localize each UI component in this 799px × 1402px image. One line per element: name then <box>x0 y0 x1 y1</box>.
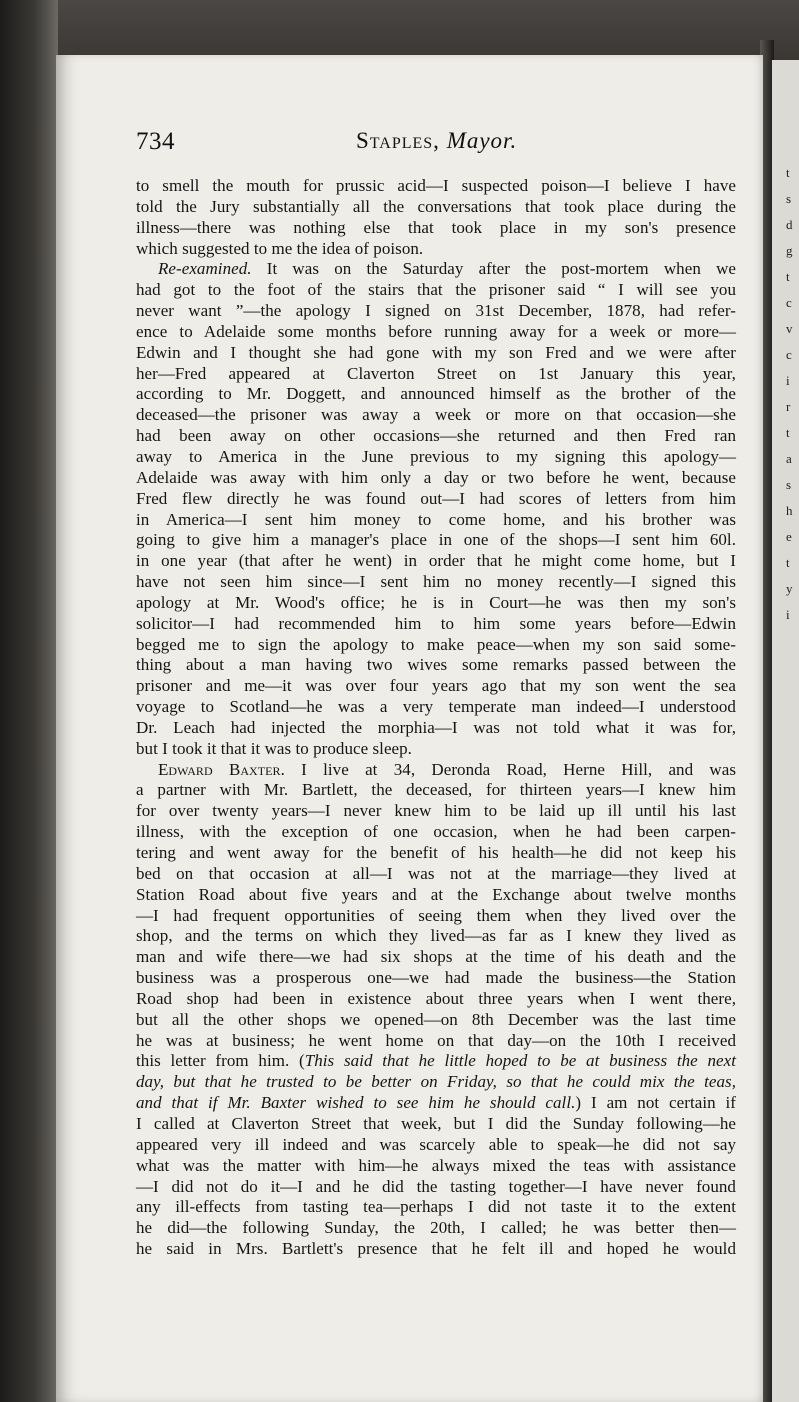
text-line: ence to Adelaide some months before running away for a week or more— <box>136 321 736 341</box>
opposite-page-fragment: t <box>786 425 790 440</box>
text-line: but I took it that it was to produce sleep. <box>136 738 412 758</box>
page-number: 734 <box>136 128 175 155</box>
text-line: to smell the mouth for prussic acid—I suspected poison—I believe I have <box>136 176 736 195</box>
opposite-page-fragment: c <box>786 295 792 310</box>
text-line: voyage to Scotland—he was a very temperate man indeed—I understood <box>136 697 736 717</box>
running-title-role: Mayor. <box>446 128 518 153</box>
text-line: which suggested to me the idea of poison. <box>136 238 424 258</box>
opposite-page-fragment: v <box>786 321 793 336</box>
opposite-page <box>772 60 799 1402</box>
text-line: —I did not do it—I and he did the tasting together—I have never found <box>136 1176 736 1196</box>
opposite-page-fragment: i <box>786 607 790 622</box>
text-line: according to Mr. Doggett, and announced himself as the brother of the <box>136 384 736 404</box>
paragraph-lead: Re-examined. <box>158 259 252 279</box>
scan-top-band <box>0 0 799 60</box>
text-line: but all the other shops we opened—on 8th December was the last time <box>136 1009 736 1029</box>
opposite-page-fragment: d <box>786 217 793 232</box>
opposite-page-fragment: s <box>786 477 792 492</box>
letter-quote: This said that he little hoped to be at business the next <box>304 1051 736 1071</box>
text-line: away to America in the June previous to my signing this apology— <box>136 446 736 466</box>
text-line: he did—the following Sunday, the 20th, I called; he was better then— <box>136 1218 736 1238</box>
opposite-page-fragment: a <box>786 451 792 466</box>
text-line: Edwin and I thought she had gone with my son Fred and we were after <box>136 342 736 362</box>
text-line: man and wife there—we had six shops at the time of his death and the <box>136 947 736 967</box>
text-line: he was at business; he went home on that day—on the 10th I received <box>136 1030 736 1050</box>
letter-quote: day, but that he trusted to be better on Friday, so that he could mix the teas, <box>136 1072 736 1092</box>
book-edge-left <box>0 0 58 1402</box>
letter-quote: and that if Mr. Baxter wished to see him he should call. <box>136 1093 576 1113</box>
text-line: —I had frequent opportunities of seeing them when they lived over the <box>136 905 736 925</box>
opposite-page-fragment: i <box>786 373 790 388</box>
text-line: tering and went away for the benefit of his health—he did not keep his <box>136 843 736 862</box>
text-line: in one year (that after he went) in order that he might come home, but I <box>136 551 736 571</box>
opposite-page-fragment: y <box>786 581 793 596</box>
text-line: told the Jury substantially all the conversations that took place during the <box>136 196 736 216</box>
text-line: Road shop had been in existence about three years when I went there, <box>136 988 736 1008</box>
opposite-page-fragment: r <box>786 399 791 414</box>
text-line: and that if Mr. Baxter wished to see him he should call.) I am not certain if <box>136 1093 736 1113</box>
running-title <box>356 128 517 154</box>
page-header <box>136 128 736 160</box>
text-line: Fred flew directly he was found out—I had scores of letters from him <box>136 488 736 508</box>
text-line: solicitor—I had recommended him to him some years before—Edwin <box>136 613 736 633</box>
text-line: Station Road about five years and at the Exchange about twelve months <box>136 884 736 904</box>
opposite-page-fragment: e <box>786 529 792 544</box>
text-line: had got to the foot of the stairs that the prisoner said “ I will see you <box>136 280 736 300</box>
text-line: begged me to sign the apology to make peace—when my son said some- <box>136 634 736 654</box>
text-line: for over twenty years—I never knew him to be laid up ill until his last <box>136 801 736 821</box>
text-line: never want ”—the apology I signed on 31st December, 1878, had refer- <box>136 301 736 321</box>
text-line: I called at Claverton Street that week, but I did the Sunday following—he <box>136 1113 736 1133</box>
opposite-page-fragment: t <box>786 269 790 284</box>
text-line: illness—there was nothing else that took place in my son's presence <box>136 217 736 237</box>
text-line: Dr. Leach had injected the morphia—I was not told what it was for, <box>136 717 736 737</box>
witness-name: Edward Baxter. <box>158 759 285 779</box>
opposite-page-fragment: s <box>786 191 792 206</box>
text-line: what was the matter with him—he always mixed the teas with assistance <box>136 1155 736 1175</box>
text-line: this letter from him. (This said that he little hoped to be at business the next <box>136 1051 736 1071</box>
text-line: Adelaide was away with him only a day or two before he went, because <box>136 467 736 487</box>
text-line: Re-examined. It was on the Saturday after the post-mortem when we <box>158 259 736 279</box>
opposite-page-fragment: h <box>786 503 793 518</box>
text-line: business was a prosperous one—we had made the business—the Station <box>136 968 736 988</box>
opposite-page-fragment: t <box>786 165 790 180</box>
text-line: in America—I sent him money to come home, and his brother was <box>136 509 736 529</box>
text-line: apology at Mr. Wood's office; he is in Court—he was then my son's <box>136 592 736 612</box>
text-line: bed on that occasion at all—I was not at the marriage—they lived at <box>136 863 736 883</box>
text-line: prisoner and me—it was over four years ago that my son went the sea <box>136 676 736 696</box>
running-title-name: Staples, <box>356 128 440 153</box>
body-text <box>136 176 736 1260</box>
text-line: deceased—the prisoner was away a week or more on that occasion—she <box>136 405 736 425</box>
text-line: going to give him a manager's place in one of the shops—I sent him 60l. <box>136 530 736 550</box>
text-line: he said in Mrs. Bartlett's presence that he felt ill and hoped he would <box>136 1239 736 1259</box>
text-line: Edward Baxter. I live at 34, Deronda Road, Herne Hill, and was <box>158 759 736 779</box>
text-line: thing about a man having two wives some remarks passed between the <box>136 655 736 675</box>
text-line: her—Fred appeared at Claverton Street on 1st January this year, <box>136 363 736 383</box>
opposite-page-fragment: t <box>786 555 790 570</box>
text-line: had been away on other occasions—she returned and then Fred ran <box>136 426 736 446</box>
text-line: appeared very ill indeed and was scarcely able to speak—he did not say <box>136 1134 736 1154</box>
opposite-page-fragment: c <box>786 347 792 362</box>
opposite-page-fragment: g <box>786 243 793 258</box>
text-line: have not seen him since—I sent him no money recently—I signed this <box>136 572 736 592</box>
text-line: shop, and the terms on which they lived—as far as I knew they lived as <box>136 926 736 946</box>
text-line: illness, with the exception of one occasion, when he had been carpen- <box>136 822 736 842</box>
text-line: a partner with Mr. Bartlett, the deceased, for thirteen years—I knew him <box>136 780 736 800</box>
text-line: any ill-effects from tasting tea—perhaps I did not taste it to the extent <box>136 1197 736 1217</box>
